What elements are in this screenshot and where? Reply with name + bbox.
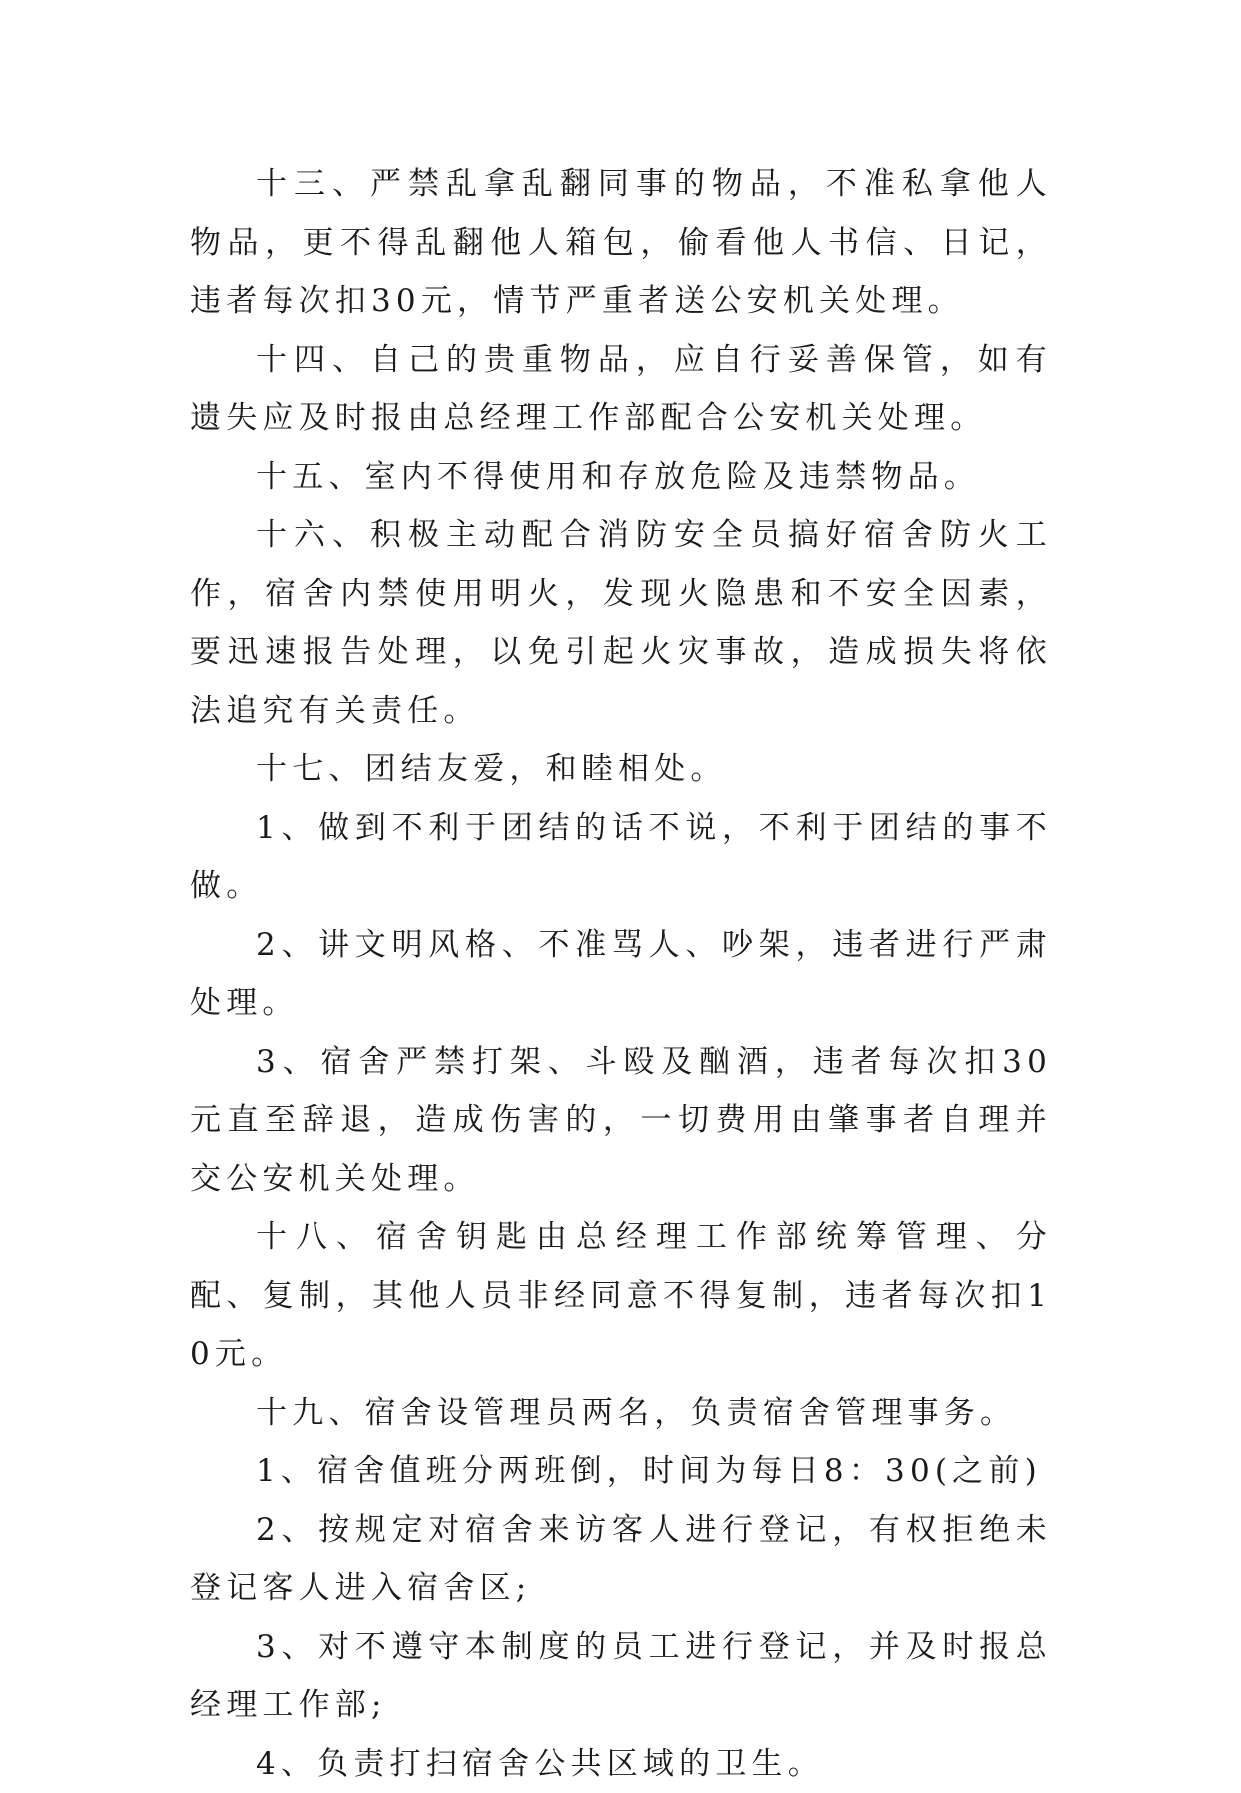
- paragraph-14: 十四、自己的贵重物品，应自行妥善保管，如有遗失应及时报由总经理工作部配合公安机关处理。: [190, 331, 1052, 448]
- paragraph-13: 十三、严禁乱拿乱翻同事的物品，不准私拿他人物品，更不得乱翻他人箱包，偷看他人书信、日记，违者每次扣30元，情节严重者送公安机关处理。: [190, 155, 1052, 331]
- paragraph-19: 十九、宿舍设管理员两名，负责宿舍管理事务。: [190, 1384, 1052, 1443]
- paragraph-19-item-3: 3、对不遵守本制度的员工进行登记，并及时报总经理工作部;: [190, 1618, 1052, 1735]
- paragraph-16: 十六、积极主动配合消防安全员搞好宿舍防火工作，宿舍内禁使用明火，发现火隐患和不安全因素，要迅速报告处理，以免引起火灾事故，造成损失将依法追究有关责任。: [190, 506, 1052, 740]
- paragraph-19-item-2: 2、按规定对宿舍来访客人进行登记，有权拒绝未登记客人进入宿舍区;: [190, 1501, 1052, 1618]
- paragraph-19-item-4: 4、负责打扫宿舍公共区域的卫生。: [190, 1735, 1052, 1793]
- paragraph-17-item-2: 2、讲文明风格、不准骂人、吵架，违者进行严肃处理。: [190, 916, 1052, 1033]
- document-body: [190, 155, 1052, 1793]
- paragraph-18: 十八、宿舍钥匙由总经理工作部统筹管理、分配、复制，其他人员非经同意不得复制，违者每次扣10元。: [190, 1208, 1052, 1384]
- paragraph-17: 十七、团结友爱，和睦相处。: [190, 740, 1052, 799]
- paragraph-17-item-1: 1、做到不利于团结的话不说，不利于团结的事不做。: [190, 799, 1052, 916]
- paragraph-15: 十五、室内不得使用和存放危险及违禁物品。: [190, 448, 1052, 507]
- paragraph-19-item-1: 1、宿舍值班分两班倒，时间为每日8：30(之前): [190, 1442, 1052, 1501]
- paragraph-17-item-3: 3、宿舍严禁打架、斗殴及酗酒，违者每次扣30元直至辞退，造成伤害的，一切费用由肇事者自理并交公安机关处理。: [190, 1033, 1052, 1209]
